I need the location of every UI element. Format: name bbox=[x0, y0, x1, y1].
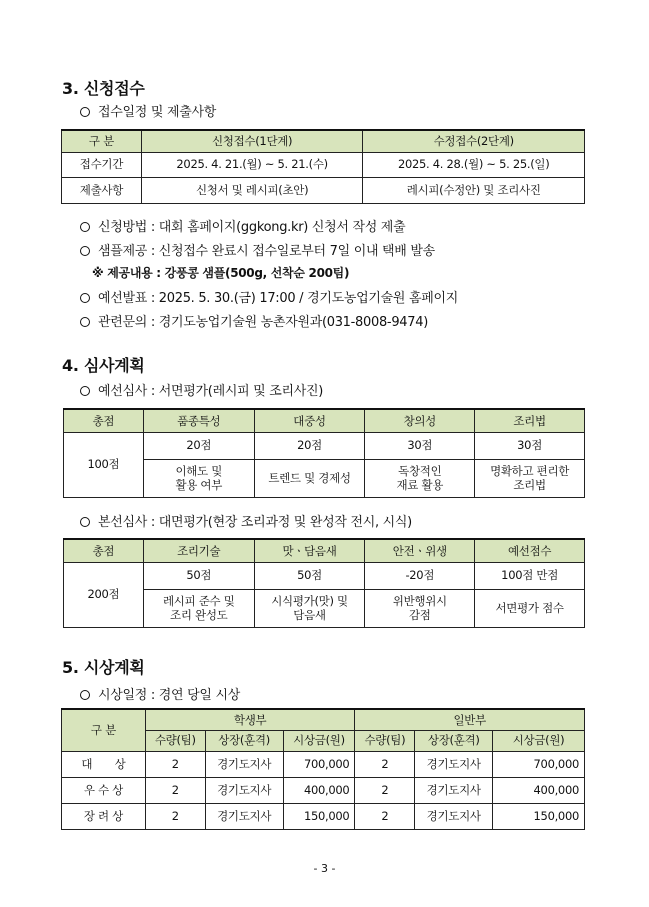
circle-bullet-icon bbox=[80, 222, 90, 232]
schedule-header-gubun: 구 분 bbox=[62, 130, 142, 152]
award-header-student: 학생부 bbox=[145, 709, 355, 730]
section3-sub-text: 접수일정 및 제출사항 bbox=[98, 105, 216, 120]
bullet-sample bbox=[80, 240, 435, 259]
schedule-header-stage2: 수정접수(2단계) bbox=[363, 130, 585, 152]
table-header: 총점 bbox=[64, 409, 144, 432]
table-header: 안전ㆍ위생 bbox=[365, 539, 475, 562]
bullet-text: 샘플제공 : 신청접수 완료시 접수일로부터 7일 이내 택배 발송 bbox=[98, 244, 435, 259]
table-row bbox=[62, 803, 585, 829]
table-row bbox=[62, 751, 585, 777]
page-number: - 3 - bbox=[313, 862, 336, 875]
table-header: 조리기술 bbox=[143, 539, 254, 562]
score-cell: 50점 bbox=[143, 562, 254, 589]
table-cell: 제출사항 bbox=[62, 177, 142, 203]
bullet-apply-method bbox=[80, 216, 405, 235]
table-cell: 2025. 4. 28.(월) ~ 5. 25.(일) bbox=[363, 152, 585, 177]
table-header: 맛ㆍ담음새 bbox=[254, 539, 365, 562]
table-cell: 700,000 bbox=[493, 751, 585, 777]
desc-cell: 시식평가(맛) 및 담음새 bbox=[254, 589, 365, 627]
table-header: 대중성 bbox=[254, 409, 365, 432]
award-table bbox=[61, 708, 585, 830]
desc-cell: 레시피 준수 및 조리 완성도 bbox=[143, 589, 254, 627]
table-header: 조리법 bbox=[475, 409, 585, 432]
table-cell: 2 bbox=[355, 751, 415, 777]
bullet-inquiry bbox=[80, 311, 428, 330]
section5-sub bbox=[80, 684, 240, 703]
final-table bbox=[63, 538, 585, 628]
bullet-announcement bbox=[80, 287, 458, 306]
section4-title: 4. 심사계획 bbox=[62, 356, 145, 375]
table-header: 총점 bbox=[64, 539, 144, 562]
score-cell: 20점 bbox=[143, 432, 254, 459]
circle-bullet-icon bbox=[80, 690, 90, 700]
table-cell: 2 bbox=[145, 751, 205, 777]
schedule-table bbox=[61, 129, 585, 204]
table-cell: 장 려 상 bbox=[62, 803, 146, 829]
table-header: 시상금(원) bbox=[493, 730, 585, 751]
table-cell: 경기도지사 bbox=[205, 803, 283, 829]
table-cell: 700,000 bbox=[283, 751, 355, 777]
table-header: 창의성 bbox=[365, 409, 475, 432]
table-cell: 150,000 bbox=[493, 803, 585, 829]
table-header: 예선점수 bbox=[475, 539, 585, 562]
table-cell: 2 bbox=[355, 803, 415, 829]
table-cell: 경기도지사 bbox=[415, 751, 493, 777]
table-cell: 경기도지사 bbox=[205, 751, 283, 777]
bullet-text: 예선심사 : 서면평가(레시피 및 조리사진) bbox=[98, 384, 324, 399]
table-cell: 400,000 bbox=[493, 777, 585, 803]
table-cell: 우 수 상 bbox=[62, 777, 146, 803]
table-cell: 2 bbox=[145, 803, 205, 829]
table-header: 상장(훈격) bbox=[205, 730, 283, 751]
circle-bullet-icon bbox=[80, 386, 90, 396]
section3-title: 3. 신청접수 bbox=[62, 79, 145, 98]
table-cell: 접수기간 bbox=[62, 152, 142, 177]
table-header: 품종특성 bbox=[143, 409, 254, 432]
bullet-text: 예선발표 : 2025. 5. 30.(금) 17:00 / 경기도농업기술원 홈페이지 bbox=[98, 291, 459, 306]
score-cell: 30점 bbox=[365, 432, 475, 459]
score-cell: 100점 만점 bbox=[475, 562, 585, 589]
table-cell: 레시피(수정안) 및 조리사진 bbox=[363, 177, 585, 203]
table-cell: 2 bbox=[145, 777, 205, 803]
table-cell: 대 상 bbox=[62, 751, 146, 777]
award-header-gubun: 구 분 bbox=[62, 709, 146, 751]
table-cell: 경기도지사 bbox=[205, 777, 283, 803]
score-cell: -20점 bbox=[365, 562, 475, 589]
section4-sub2 bbox=[80, 511, 412, 530]
desc-cell: 서면평가 점수 bbox=[475, 589, 585, 627]
circle-bullet-icon bbox=[80, 517, 90, 527]
bullet-text: 시상일정 : 경연 당일 시상 bbox=[98, 688, 240, 703]
bullet-text: 신청방법 : 대회 홈페이지(ggkong.kr) 신청서 작성 제출 bbox=[98, 220, 406, 235]
table-header: 수량(팀) bbox=[355, 730, 415, 751]
section5-title: 5. 시상계획 bbox=[62, 658, 145, 677]
bullet-text: 관련문의 : 경기도농업기술원 농촌자원과(031-8008-9474) bbox=[98, 315, 428, 330]
schedule-header-stage1: 신청접수(1단계) bbox=[141, 130, 363, 152]
table-header: 수량(팀) bbox=[145, 730, 205, 751]
table-cell: 신청서 및 레시피(초안) bbox=[141, 177, 363, 203]
score-cell: 30점 bbox=[475, 432, 585, 459]
desc-cell: 이해도 및 활용 여부 bbox=[143, 459, 254, 497]
award-header-general: 일반부 bbox=[355, 709, 585, 730]
desc-cell: 위반행위시 감점 bbox=[365, 589, 475, 627]
table-header: 시상금(원) bbox=[283, 730, 355, 751]
total-score: 200점 bbox=[64, 562, 144, 627]
prelim-table bbox=[63, 408, 585, 498]
section3-sub bbox=[80, 101, 216, 120]
circle-bullet-icon bbox=[80, 107, 90, 117]
table-cell: 경기도지사 bbox=[415, 777, 493, 803]
section4-sub1 bbox=[80, 380, 323, 399]
desc-cell: 트렌드 및 경제성 bbox=[254, 459, 365, 497]
circle-bullet-icon bbox=[80, 317, 90, 327]
bullet-text: 본선심사 : 대면평가(현장 조리과정 및 완성작 전시, 시식) bbox=[98, 515, 412, 530]
table-cell: 경기도지사 bbox=[415, 803, 493, 829]
desc-cell: 명확하고 편리한 조리법 bbox=[475, 459, 585, 497]
table-cell: 2 bbox=[355, 777, 415, 803]
circle-bullet-icon bbox=[80, 246, 90, 256]
sample-note: ※ 제공내용 : 강풍콩 샘플(500g, 선착순 200팀) bbox=[92, 266, 350, 280]
table-header: 상장(훈격) bbox=[415, 730, 493, 751]
table-cell: 150,000 bbox=[283, 803, 355, 829]
circle-bullet-icon bbox=[80, 293, 90, 303]
desc-cell: 독창적인 재료 활용 bbox=[365, 459, 475, 497]
total-score: 100점 bbox=[64, 432, 144, 497]
score-cell: 20점 bbox=[254, 432, 365, 459]
table-cell: 2025. 4. 21.(월) ~ 5. 21.(수) bbox=[141, 152, 363, 177]
table-cell: 400,000 bbox=[283, 777, 355, 803]
score-cell: 50점 bbox=[254, 562, 365, 589]
table-row bbox=[62, 777, 585, 803]
